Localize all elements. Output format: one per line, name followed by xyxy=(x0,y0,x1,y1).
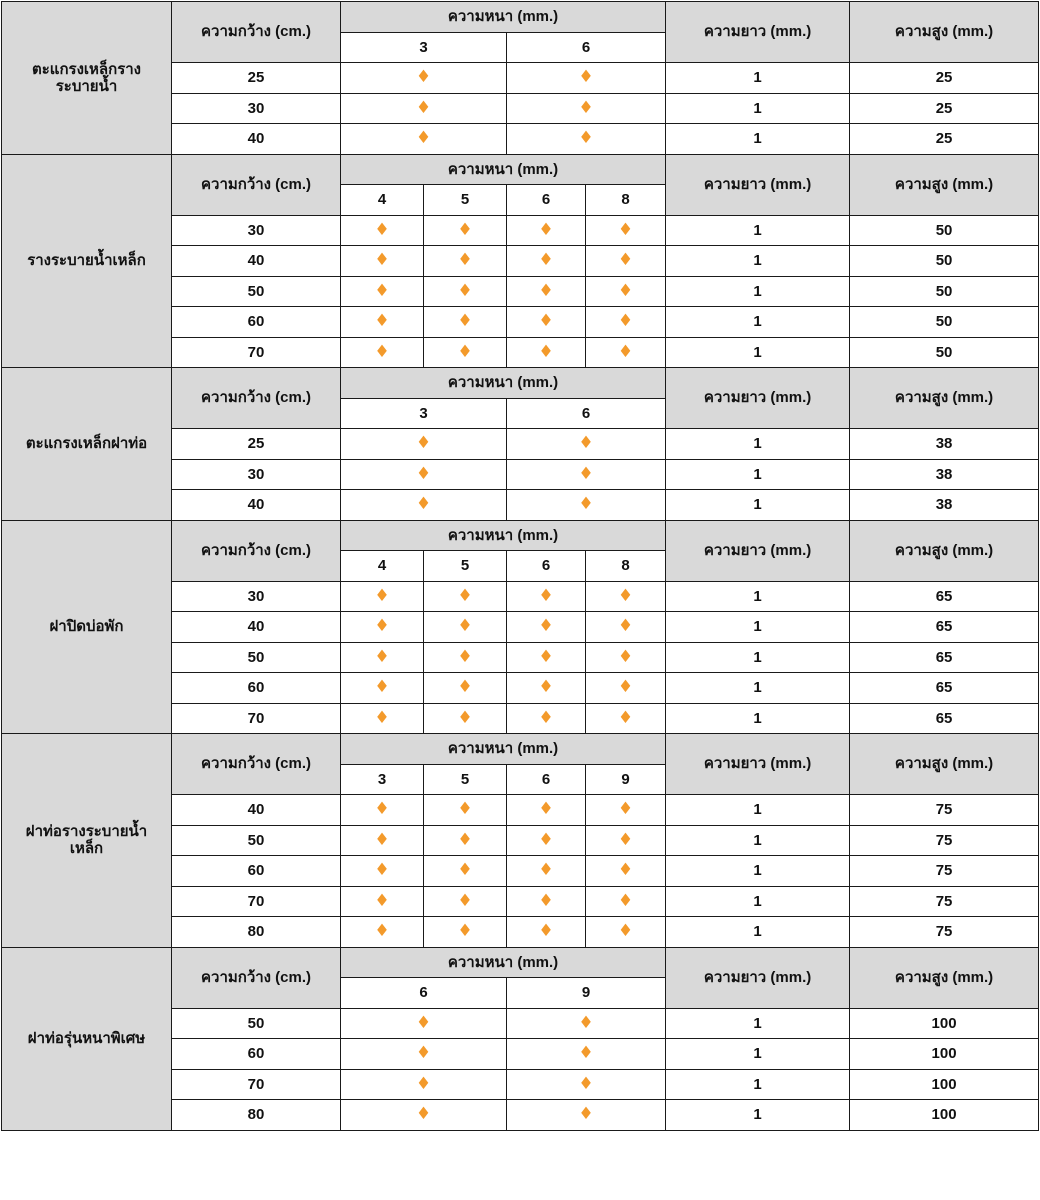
thickness-value: 4 xyxy=(341,551,424,582)
height-value: 38 xyxy=(850,429,1039,460)
diamond-icon: ♦ xyxy=(538,677,554,698)
diamond-icon: ♦ xyxy=(374,707,390,728)
diamond-icon: ♦ xyxy=(415,1012,432,1033)
section-header-row xyxy=(2,947,1039,978)
availability-cell xyxy=(424,337,507,368)
width-value: 70 xyxy=(172,703,341,734)
thickness-value: 8 xyxy=(586,551,666,582)
availability-cell xyxy=(507,581,586,612)
diamond-icon: ♦ xyxy=(457,677,473,698)
diamond-icon: ♦ xyxy=(578,97,594,118)
availability-cell xyxy=(424,246,507,277)
diamond-icon: ♦ xyxy=(538,585,554,606)
product-name: ตะแกรงเหล็กราง ระบายน้ำ xyxy=(2,2,172,155)
width-value: 40 xyxy=(172,246,341,277)
diamond-icon: ♦ xyxy=(457,219,473,240)
availability-cell xyxy=(586,886,666,917)
diamond-icon: ♦ xyxy=(457,860,473,881)
availability-cell xyxy=(507,215,586,246)
diamond-icon: ♦ xyxy=(538,311,554,332)
diamond-icon: ♦ xyxy=(374,677,390,698)
height-value: 65 xyxy=(850,703,1039,734)
availability-cell xyxy=(507,886,586,917)
width-value: 50 xyxy=(172,276,341,307)
availability-cell xyxy=(507,1069,666,1100)
height-value: 65 xyxy=(850,642,1039,673)
width-value: 80 xyxy=(172,1100,341,1131)
diamond-icon: ♦ xyxy=(374,280,390,301)
width-value: 40 xyxy=(172,490,341,521)
availability-cell xyxy=(586,642,666,673)
diamond-icon: ♦ xyxy=(374,829,390,850)
diamond-icon: ♦ xyxy=(415,128,432,149)
section-header-row xyxy=(2,154,1039,185)
availability-cell xyxy=(507,124,666,155)
width-value: 30 xyxy=(172,581,341,612)
diamond-icon: ♦ xyxy=(415,67,432,88)
height-header: ความสูง (mm.) xyxy=(850,520,1039,581)
diamond-icon: ♦ xyxy=(457,799,473,820)
diamond-icon: ♦ xyxy=(457,829,473,850)
diamond-icon: ♦ xyxy=(374,860,390,881)
product-name: ฝาท่อรางระบายน้ำ เหล็ก xyxy=(2,734,172,948)
availability-cell xyxy=(424,581,507,612)
height-header: ความสูง (mm.) xyxy=(850,368,1039,429)
diamond-icon: ♦ xyxy=(538,646,554,667)
availability-cell xyxy=(507,795,586,826)
availability-cell xyxy=(341,1008,507,1039)
diamond-icon: ♦ xyxy=(538,829,554,850)
availability-cell xyxy=(424,612,507,643)
width-value: 60 xyxy=(172,307,341,338)
diamond-icon: ♦ xyxy=(538,280,554,301)
availability-cell xyxy=(586,825,666,856)
diamond-icon: ♦ xyxy=(457,250,473,271)
availability-cell xyxy=(341,673,424,704)
availability-cell xyxy=(586,581,666,612)
availability-cell xyxy=(341,703,424,734)
thickness-value: 6 xyxy=(507,398,666,429)
height-value: 75 xyxy=(850,886,1039,917)
diamond-icon: ♦ xyxy=(578,433,594,454)
length-value: 1 xyxy=(666,642,850,673)
availability-cell xyxy=(507,917,586,948)
diamond-icon: ♦ xyxy=(374,219,390,240)
diamond-icon: ♦ xyxy=(617,341,634,362)
diamond-icon: ♦ xyxy=(617,616,634,637)
availability-cell xyxy=(424,917,507,948)
availability-cell xyxy=(424,886,507,917)
length-value: 1 xyxy=(666,886,850,917)
product-spec-table xyxy=(1,1,1039,1131)
diamond-icon: ♦ xyxy=(457,921,473,942)
thickness-value: 3 xyxy=(341,398,507,429)
availability-cell xyxy=(507,276,586,307)
thickness-value: 5 xyxy=(424,551,507,582)
diamond-icon: ♦ xyxy=(457,616,473,637)
thickness-value: 5 xyxy=(424,764,507,795)
diamond-icon: ♦ xyxy=(538,707,554,728)
height-value: 75 xyxy=(850,917,1039,948)
thickness-value: 6 xyxy=(507,764,586,795)
diamond-icon: ♦ xyxy=(374,890,390,911)
availability-cell xyxy=(586,856,666,887)
height-value: 50 xyxy=(850,276,1039,307)
length-value: 1 xyxy=(666,246,850,277)
availability-cell xyxy=(341,215,424,246)
diamond-icon: ♦ xyxy=(578,1012,594,1033)
thickness-header: ความหนา (mm.) xyxy=(341,734,666,765)
width-header: ความกว้าง (cm.) xyxy=(172,734,341,795)
section-header-row xyxy=(2,368,1039,399)
diamond-icon: ♦ xyxy=(578,463,594,484)
diamond-icon: ♦ xyxy=(617,799,634,820)
diamond-icon: ♦ xyxy=(457,707,473,728)
height-header: ความสูง (mm.) xyxy=(850,2,1039,63)
availability-cell xyxy=(507,1039,666,1070)
length-value: 1 xyxy=(666,459,850,490)
length-value: 1 xyxy=(666,1039,850,1070)
section-header-row xyxy=(2,2,1039,33)
availability-cell xyxy=(341,642,424,673)
width-value: 50 xyxy=(172,1008,341,1039)
diamond-icon: ♦ xyxy=(374,585,390,606)
diamond-icon: ♦ xyxy=(457,585,473,606)
diamond-icon: ♦ xyxy=(538,921,554,942)
availability-cell xyxy=(424,276,507,307)
width-header: ความกว้าง (cm.) xyxy=(172,154,341,215)
availability-cell xyxy=(424,856,507,887)
height-value: 50 xyxy=(850,246,1039,277)
length-header: ความยาว (mm.) xyxy=(666,154,850,215)
length-value: 1 xyxy=(666,337,850,368)
availability-cell xyxy=(586,703,666,734)
availability-cell xyxy=(341,459,507,490)
width-value: 60 xyxy=(172,673,341,704)
height-value: 75 xyxy=(850,825,1039,856)
availability-cell xyxy=(341,856,424,887)
height-value: 38 xyxy=(850,490,1039,521)
height-value: 38 xyxy=(850,459,1039,490)
thickness-value: 3 xyxy=(341,32,507,63)
height-value: 50 xyxy=(850,307,1039,338)
height-value: 65 xyxy=(850,612,1039,643)
diamond-icon: ♦ xyxy=(617,311,634,332)
diamond-icon: ♦ xyxy=(415,1104,432,1125)
availability-cell xyxy=(341,1039,507,1070)
diamond-icon: ♦ xyxy=(538,890,554,911)
thickness-header: ความหนา (mm.) xyxy=(341,947,666,978)
thickness-value: 6 xyxy=(507,551,586,582)
thickness-value: 3 xyxy=(341,764,424,795)
product-name: ฝาท่อรุ่นหนาพิเศษ xyxy=(2,947,172,1130)
availability-cell xyxy=(586,276,666,307)
thickness-value: 8 xyxy=(586,185,666,216)
width-header: ความกว้าง (cm.) xyxy=(172,2,341,63)
length-value: 1 xyxy=(666,276,850,307)
diamond-icon: ♦ xyxy=(457,646,473,667)
availability-cell xyxy=(507,337,586,368)
length-value: 1 xyxy=(666,673,850,704)
length-value: 1 xyxy=(666,856,850,887)
length-value: 1 xyxy=(666,63,850,94)
height-value: 100 xyxy=(850,1039,1039,1070)
length-header: ความยาว (mm.) xyxy=(666,734,850,795)
thickness-value: 5 xyxy=(424,185,507,216)
width-value: 25 xyxy=(172,429,341,460)
width-value: 30 xyxy=(172,93,341,124)
diamond-icon: ♦ xyxy=(578,128,594,149)
height-value: 75 xyxy=(850,856,1039,887)
diamond-icon: ♦ xyxy=(617,890,634,911)
diamond-icon: ♦ xyxy=(617,646,634,667)
width-value: 30 xyxy=(172,459,341,490)
height-value: 100 xyxy=(850,1100,1039,1131)
width-value: 40 xyxy=(172,124,341,155)
diamond-icon: ♦ xyxy=(415,433,432,454)
length-value: 1 xyxy=(666,1008,850,1039)
diamond-icon: ♦ xyxy=(617,707,634,728)
availability-cell xyxy=(424,215,507,246)
diamond-icon: ♦ xyxy=(617,250,634,271)
thickness-value: 6 xyxy=(507,32,666,63)
diamond-icon: ♦ xyxy=(457,341,473,362)
product-name: ตะแกรงเหล็กฝาท่อ xyxy=(2,368,172,521)
availability-cell xyxy=(586,246,666,277)
diamond-icon: ♦ xyxy=(374,921,390,942)
availability-cell xyxy=(341,1069,507,1100)
availability-cell xyxy=(507,246,586,277)
width-value: 30 xyxy=(172,215,341,246)
availability-cell xyxy=(341,825,424,856)
height-value: 25 xyxy=(850,63,1039,94)
thickness-value: 9 xyxy=(507,978,666,1009)
height-header: ความสูง (mm.) xyxy=(850,734,1039,795)
length-value: 1 xyxy=(666,93,850,124)
length-value: 1 xyxy=(666,490,850,521)
availability-cell xyxy=(507,1100,666,1131)
diamond-icon: ♦ xyxy=(415,463,432,484)
availability-cell xyxy=(424,703,507,734)
height-value: 25 xyxy=(850,93,1039,124)
diamond-icon: ♦ xyxy=(617,921,634,942)
diamond-icon: ♦ xyxy=(538,219,554,240)
thickness-header: ความหนา (mm.) xyxy=(341,2,666,33)
availability-cell xyxy=(341,307,424,338)
width-value: 40 xyxy=(172,612,341,643)
diamond-icon: ♦ xyxy=(415,494,432,515)
diamond-icon: ♦ xyxy=(415,1043,432,1064)
diamond-icon: ♦ xyxy=(617,860,634,881)
length-value: 1 xyxy=(666,612,850,643)
diamond-icon: ♦ xyxy=(578,494,594,515)
section-header-row xyxy=(2,520,1039,551)
width-value: 40 xyxy=(172,795,341,826)
length-header: ความยาว (mm.) xyxy=(666,947,850,1008)
diamond-icon: ♦ xyxy=(415,97,432,118)
diamond-icon: ♦ xyxy=(457,280,473,301)
diamond-icon: ♦ xyxy=(538,341,554,362)
thickness-header: ความหนา (mm.) xyxy=(341,368,666,399)
height-value: 65 xyxy=(850,581,1039,612)
length-header: ความยาว (mm.) xyxy=(666,2,850,63)
section-header-row xyxy=(2,734,1039,765)
diamond-icon: ♦ xyxy=(457,890,473,911)
width-value: 60 xyxy=(172,856,341,887)
height-value: 25 xyxy=(850,124,1039,155)
availability-cell xyxy=(341,337,424,368)
height-value: 65 xyxy=(850,673,1039,704)
product-name: ฝาปิดบ่อพัก xyxy=(2,520,172,734)
diamond-icon: ♦ xyxy=(374,799,390,820)
availability-cell xyxy=(341,93,507,124)
diamond-icon: ♦ xyxy=(538,250,554,271)
availability-cell xyxy=(341,1100,507,1131)
height-header: ความสูง (mm.) xyxy=(850,947,1039,1008)
thickness-header: ความหนา (mm.) xyxy=(341,520,666,551)
diamond-icon: ♦ xyxy=(617,677,634,698)
availability-cell xyxy=(341,124,507,155)
diamond-icon: ♦ xyxy=(374,250,390,271)
availability-cell xyxy=(586,215,666,246)
height-value: 75 xyxy=(850,795,1039,826)
thickness-value: 9 xyxy=(586,764,666,795)
width-value: 25 xyxy=(172,63,341,94)
diamond-icon: ♦ xyxy=(578,67,594,88)
availability-cell xyxy=(341,795,424,826)
height-header: ความสูง (mm.) xyxy=(850,154,1039,215)
height-value: 50 xyxy=(850,215,1039,246)
height-value: 100 xyxy=(850,1008,1039,1039)
length-value: 1 xyxy=(666,825,850,856)
thickness-value: 6 xyxy=(341,978,507,1009)
width-value: 50 xyxy=(172,825,341,856)
diamond-icon: ♦ xyxy=(457,311,473,332)
width-value: 80 xyxy=(172,917,341,948)
diamond-icon: ♦ xyxy=(617,219,634,240)
spec-table-body xyxy=(2,2,1039,1131)
diamond-icon: ♦ xyxy=(578,1073,594,1094)
diamond-icon: ♦ xyxy=(538,616,554,637)
availability-cell xyxy=(507,63,666,94)
thickness-header: ความหนา (mm.) xyxy=(341,154,666,185)
length-value: 1 xyxy=(666,795,850,826)
availability-cell xyxy=(341,917,424,948)
width-value: 70 xyxy=(172,886,341,917)
availability-cell xyxy=(341,246,424,277)
diamond-icon: ♦ xyxy=(617,585,634,606)
availability-cell xyxy=(424,795,507,826)
diamond-icon: ♦ xyxy=(578,1043,594,1064)
diamond-icon: ♦ xyxy=(415,1073,432,1094)
availability-cell xyxy=(507,642,586,673)
availability-cell xyxy=(341,490,507,521)
width-header: ความกว้าง (cm.) xyxy=(172,520,341,581)
availability-cell xyxy=(424,825,507,856)
length-value: 1 xyxy=(666,215,850,246)
diamond-icon: ♦ xyxy=(374,311,390,332)
length-value: 1 xyxy=(666,581,850,612)
length-value: 1 xyxy=(666,307,850,338)
length-value: 1 xyxy=(666,703,850,734)
availability-cell xyxy=(507,856,586,887)
height-value: 50 xyxy=(850,337,1039,368)
diamond-icon: ♦ xyxy=(374,616,390,637)
diamond-icon: ♦ xyxy=(538,799,554,820)
availability-cell xyxy=(341,612,424,643)
width-header: ความกว้าง (cm.) xyxy=(172,368,341,429)
availability-cell xyxy=(424,673,507,704)
availability-cell xyxy=(424,642,507,673)
availability-cell xyxy=(507,429,666,460)
availability-cell xyxy=(507,459,666,490)
width-header: ความกว้าง (cm.) xyxy=(172,947,341,1008)
length-value: 1 xyxy=(666,917,850,948)
availability-cell xyxy=(586,337,666,368)
length-value: 1 xyxy=(666,1069,850,1100)
availability-cell xyxy=(507,703,586,734)
availability-cell xyxy=(341,886,424,917)
availability-cell xyxy=(586,612,666,643)
availability-cell xyxy=(507,1008,666,1039)
height-value: 100 xyxy=(850,1069,1039,1100)
length-value: 1 xyxy=(666,429,850,460)
availability-cell xyxy=(507,490,666,521)
width-value: 70 xyxy=(172,1069,341,1100)
availability-cell xyxy=(341,429,507,460)
availability-cell xyxy=(586,795,666,826)
availability-cell xyxy=(507,612,586,643)
diamond-icon: ♦ xyxy=(617,829,634,850)
length-value: 1 xyxy=(666,1100,850,1131)
width-value: 60 xyxy=(172,1039,341,1070)
length-header: ความยาว (mm.) xyxy=(666,368,850,429)
availability-cell xyxy=(341,63,507,94)
availability-cell xyxy=(341,276,424,307)
width-value: 50 xyxy=(172,642,341,673)
thickness-value: 4 xyxy=(341,185,424,216)
availability-cell xyxy=(507,825,586,856)
availability-cell xyxy=(507,93,666,124)
width-value: 70 xyxy=(172,337,341,368)
availability-cell xyxy=(586,673,666,704)
diamond-icon: ♦ xyxy=(578,1104,594,1125)
availability-cell xyxy=(586,307,666,338)
availability-cell xyxy=(507,307,586,338)
diamond-icon: ♦ xyxy=(374,341,390,362)
length-value: 1 xyxy=(666,124,850,155)
availability-cell xyxy=(507,673,586,704)
diamond-icon: ♦ xyxy=(374,646,390,667)
availability-cell xyxy=(586,917,666,948)
product-name: รางระบายน้ำเหล็ก xyxy=(2,154,172,368)
availability-cell xyxy=(341,581,424,612)
diamond-icon: ♦ xyxy=(617,280,634,301)
length-header: ความยาว (mm.) xyxy=(666,520,850,581)
availability-cell xyxy=(424,307,507,338)
thickness-value: 6 xyxy=(507,185,586,216)
diamond-icon: ♦ xyxy=(538,860,554,881)
